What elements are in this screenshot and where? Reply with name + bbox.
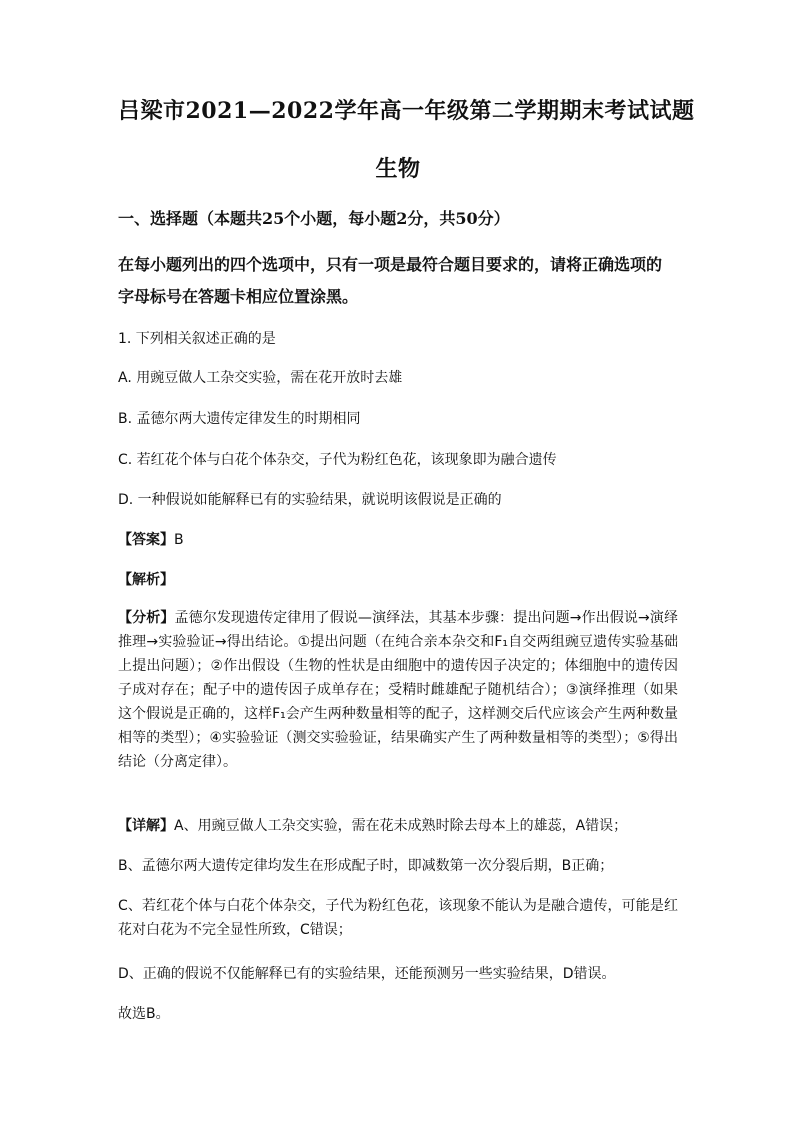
- conclusion: 故选B。: [118, 1006, 170, 1022]
- answer-line: [118, 529, 184, 549]
- instruction-line-2: 字母标号在答题卡相应位置涂黑。: [118, 287, 359, 306]
- fenxi-paragraph: [118, 606, 678, 774]
- option-d: D. 一种假说如能解释已有的实验结果，就说明该假说是正确的: [118, 492, 502, 508]
- xiangjie-a: [118, 814, 678, 838]
- section-heading: 一、选择题（本题共25个小题，每小题2分，共50分）: [118, 209, 510, 228]
- option-c: C. 若红花个体与白花个体杂交，子代为粉红色花，该现象即为融合遗传: [118, 452, 557, 468]
- xiangjie-d: D、正确的假说不仅能解释已有的实验结果，还能预测另一些实验结果，D错误。: [118, 966, 616, 982]
- xiangjie-b: B、孟德尔两大遗传定律均发生在形成配子时，即减数第一次分裂后期，B正确；: [118, 858, 614, 874]
- xiangjie-a-text: A、用豌豆做人工杂交实验，需在花未成熟时除去母本上的雄蕊，A错误；: [174, 818, 628, 834]
- option-a: A. 用豌豆做人工杂交实验，需在花开放时去雄: [118, 370, 403, 386]
- answer-tag: 【答案】: [118, 532, 174, 548]
- document-title: 吕梁市2021—2022学年高一年级第二学期期末考试试题: [118, 98, 695, 124]
- xiangjie-tag: 【详解】: [118, 818, 174, 834]
- fenxi-text: 孟德尔发现遗传定律用了假说—演绎法，其基本步骤：提出问题→作出假说→演绎推理→实验验证→得出结论。①提出问题（在纯合亲本杂交和F₁自交两组豌豆遗传实验基础上提出问题）；②作出假设（生物的性状是由细胞中的遗传因子决定的；体细胞中的遗传因子成对存在；配子中的遗传因子成单存在；受精时雌雄配子随机结合）；③演绎推理（如果这个假说是正确的，这样F₁会产生两种数量相等的配子，这样测交后代应该会产生两种数量相等的类型）；④实验验证（测交实验验证，结果确实产生了两种数量相等的类型）；⑤得出结论（分离定律）。: [118, 610, 678, 770]
- analysis-tag: 【解析】: [118, 572, 174, 588]
- fenxi-tag: 【分析】: [118, 610, 175, 626]
- option-b: B. 孟德尔两大遗传定律发生的时期相同: [118, 411, 361, 427]
- analysis-heading: [118, 569, 174, 589]
- xiangjie-c: C、若红花个体与白花个体杂交，子代为粉红色花，该现象不能认为是融合遗传，可能是红花对白花为不完全显性所致，C错误；: [118, 898, 678, 938]
- instruction-line-1: 在每小题列出的四个选项中，只有一项是最符合题目要求的，请将正确选项的: [118, 255, 663, 274]
- subject-title: 生物: [375, 156, 421, 182]
- answer-value: B: [174, 532, 184, 548]
- question-stem: 1. 下列相关叙述正确的是: [118, 331, 276, 347]
